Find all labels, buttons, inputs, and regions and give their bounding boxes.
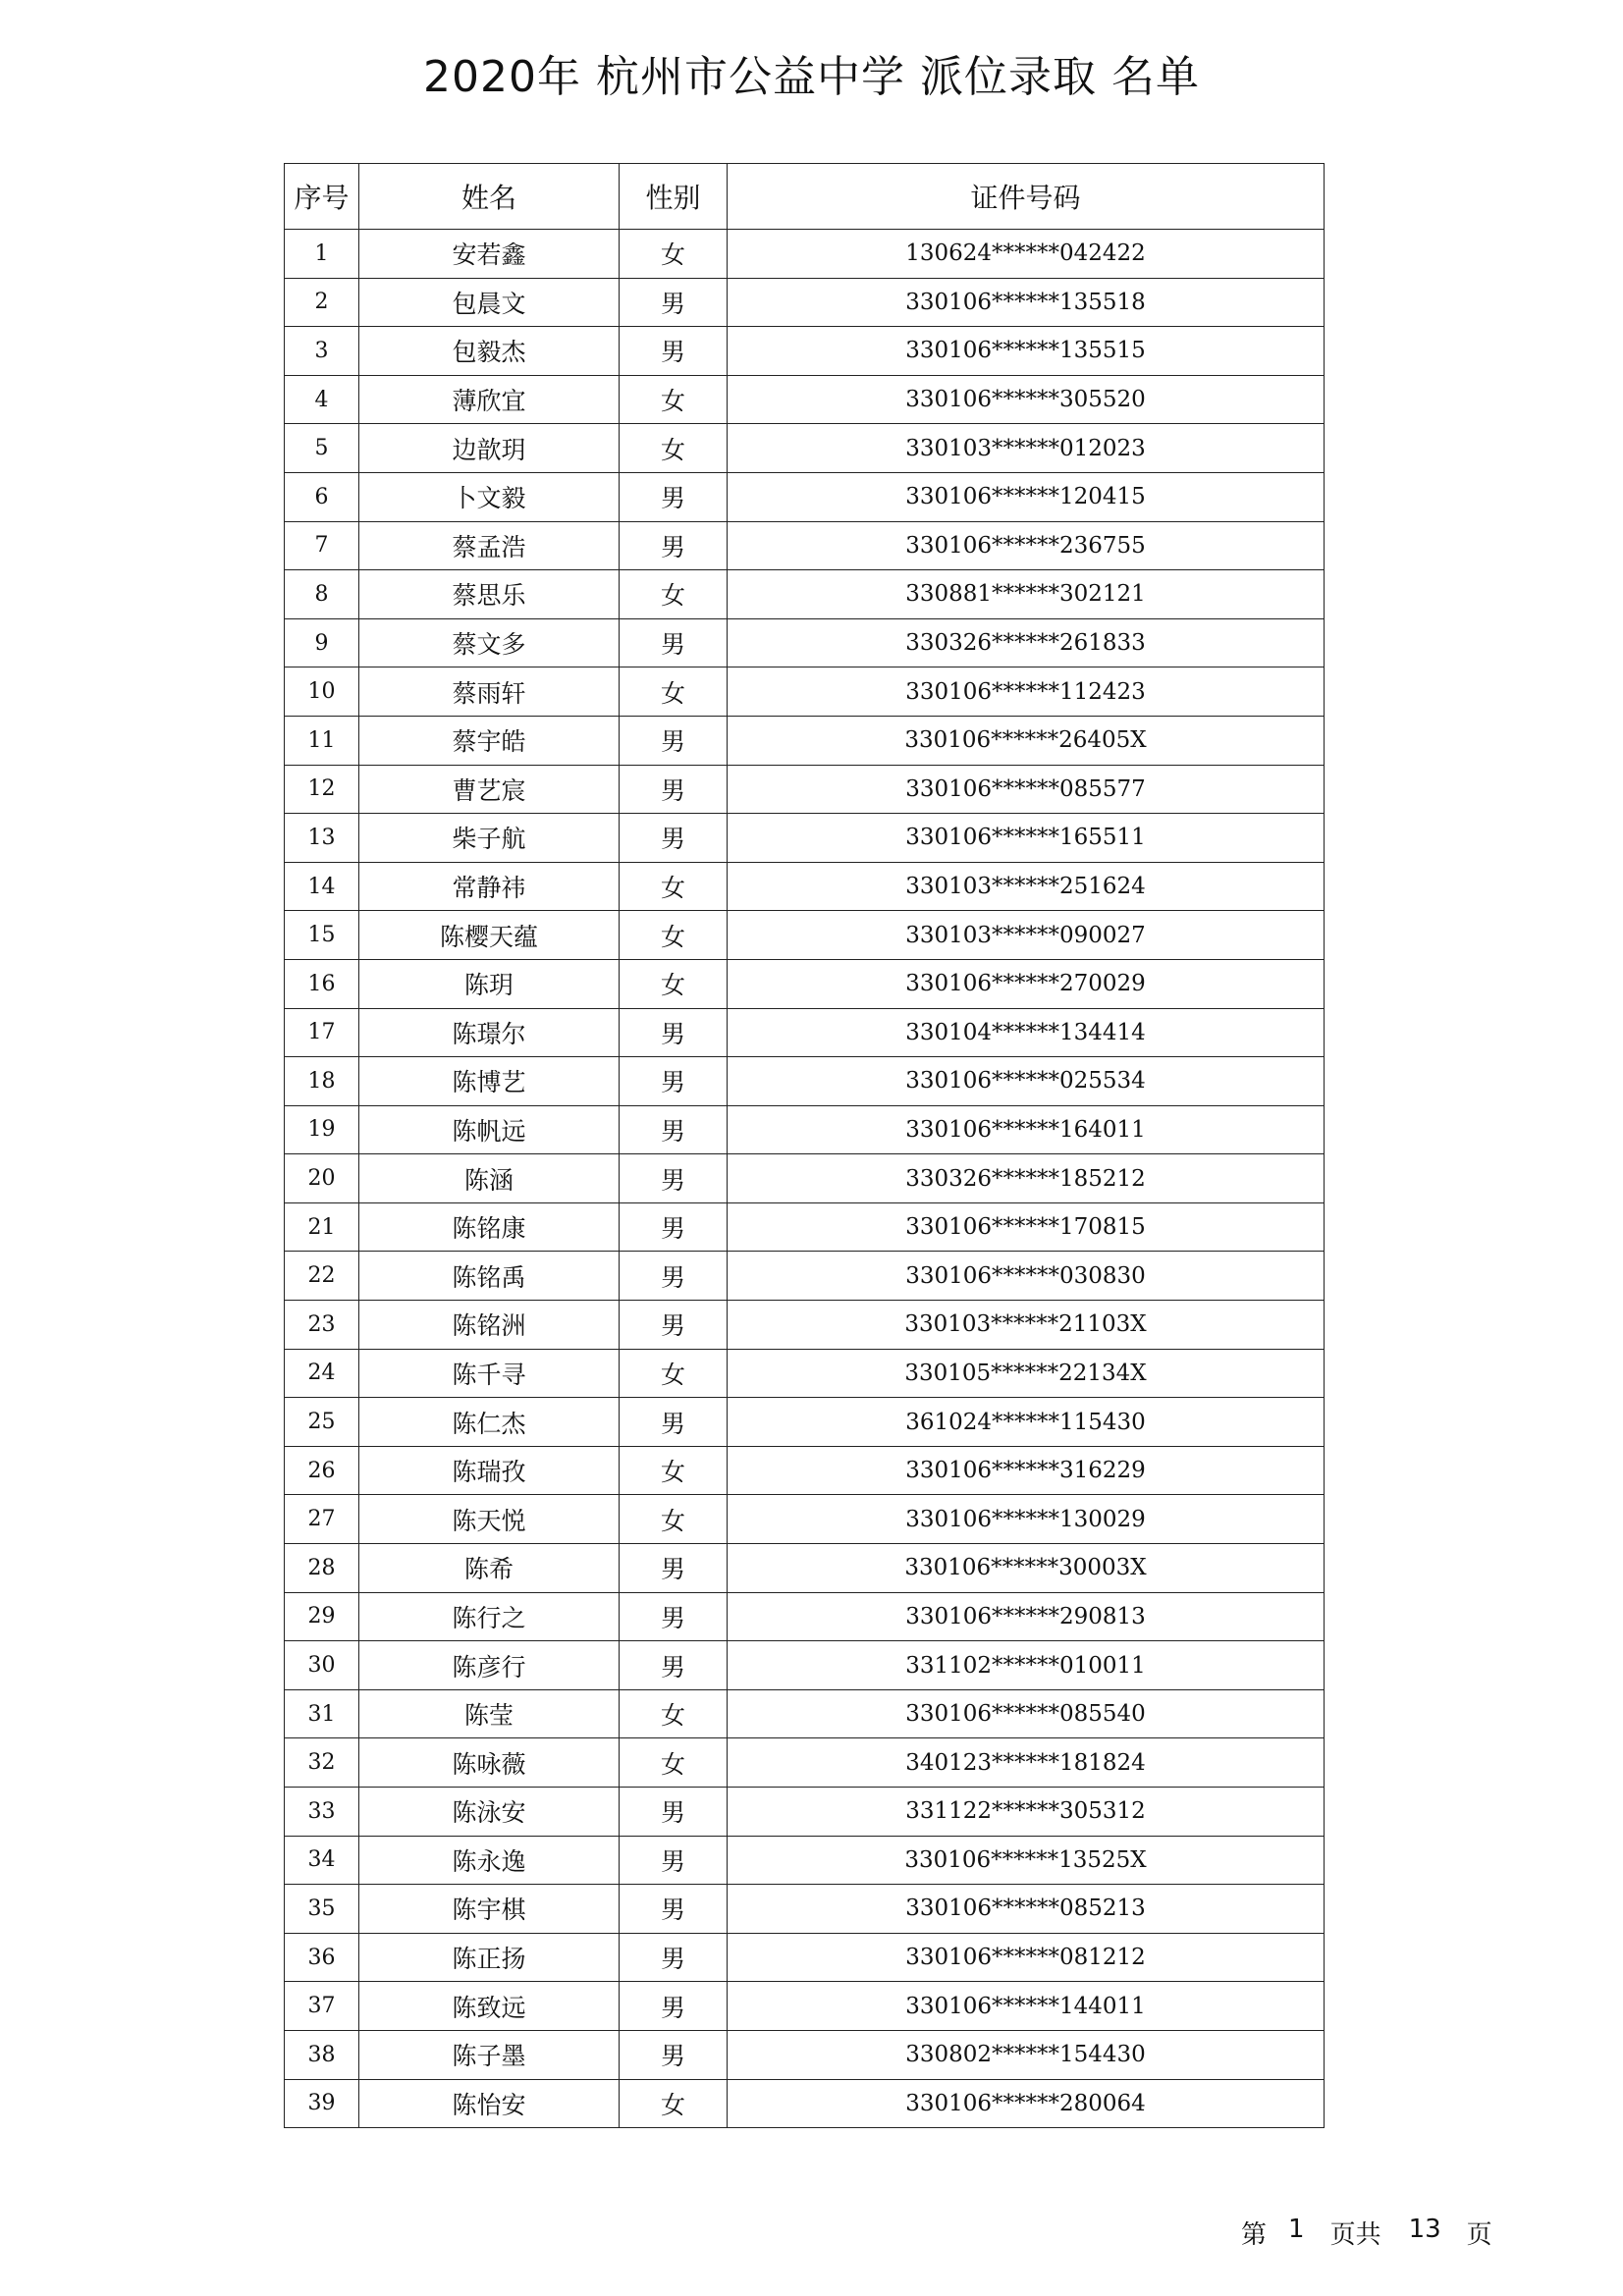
gender-cell: 男 (620, 1154, 728, 1203)
table-row (285, 1641, 1325, 1690)
table-row (285, 521, 1325, 570)
gender-cell: 女 (620, 1349, 728, 1398)
serial-cell: 19 (285, 1105, 359, 1154)
name-cell: 蔡文多 (359, 618, 620, 667)
table-row (285, 1301, 1325, 1350)
table-row (285, 1933, 1325, 1982)
table-row (285, 765, 1325, 814)
id-number-cell: 330106******305520 (728, 375, 1325, 424)
serial-cell: 20 (285, 1154, 359, 1203)
name-cell: 边歆玥 (359, 424, 620, 473)
serial-cell: 1 (285, 230, 359, 279)
id-number-cell: 331102******010011 (728, 1641, 1325, 1690)
name-cell: 陈莹 (359, 1689, 620, 1738)
gender-cell: 男 (620, 618, 728, 667)
id-number-cell: 330106******144011 (728, 1982, 1325, 2031)
name-cell: 陈仁杰 (359, 1398, 620, 1447)
name-cell: 陈涵 (359, 1154, 620, 1203)
table-row (285, 1446, 1325, 1495)
id-number-cell: 330105******22134X (728, 1349, 1325, 1398)
name-cell: 陈瑞孜 (359, 1446, 620, 1495)
table-row (285, 230, 1325, 279)
gender-cell: 男 (620, 1398, 728, 1447)
id-number-cell: 330106******13525X (728, 1836, 1325, 1885)
gender-cell: 女 (620, 959, 728, 1008)
gender-cell: 男 (620, 1592, 728, 1641)
name-cell: 常静祎 (359, 862, 620, 911)
name-cell: 曹艺宸 (359, 765, 620, 814)
serial-cell: 34 (285, 1836, 359, 1885)
gender-cell: 女 (620, 1495, 728, 1544)
serial-cell: 17 (285, 1008, 359, 1057)
gender-cell: 女 (620, 911, 728, 960)
gender-cell: 男 (620, 278, 728, 327)
name-cell: 陈帆远 (359, 1105, 620, 1154)
table-row (285, 1349, 1325, 1398)
gender-cell: 男 (620, 521, 728, 570)
name-cell: 包晨文 (359, 278, 620, 327)
header-gender: 性别 (620, 164, 728, 230)
table-row (285, 278, 1325, 327)
name-cell: 陈博艺 (359, 1057, 620, 1106)
serial-cell: 29 (285, 1592, 359, 1641)
serial-cell: 33 (285, 1788, 359, 1837)
document-title: 2020年 杭州市公益中学 派位录取 名单 (423, 52, 1200, 102)
id-number-cell: 330104******134414 (728, 1008, 1325, 1057)
serial-cell: 39 (285, 2079, 359, 2128)
id-number-cell: 330106******316229 (728, 1446, 1325, 1495)
table-row (285, 1008, 1325, 1057)
name-cell: 陈千寻 (359, 1349, 620, 1398)
table-header (285, 164, 1325, 230)
table-row (285, 716, 1325, 765)
name-cell: 薄欣宜 (359, 375, 620, 424)
id-number-cell: 330103******090027 (728, 911, 1325, 960)
id-number-cell: 330802******154430 (728, 2030, 1325, 2079)
id-number-cell: 330106******120415 (728, 472, 1325, 521)
name-cell: 蔡雨轩 (359, 667, 620, 717)
gender-cell: 男 (620, 1202, 728, 1252)
serial-cell: 4 (285, 375, 359, 424)
id-number-cell: 330106******236755 (728, 521, 1325, 570)
table-row (285, 2030, 1325, 2079)
id-number-cell: 330106******290813 (728, 1592, 1325, 1641)
gender-cell: 男 (620, 472, 728, 521)
table-row (285, 1689, 1325, 1738)
id-number-cell: 330106******112423 (728, 667, 1325, 717)
name-cell: 陈正扬 (359, 1933, 620, 1982)
name-cell: 蔡宇皓 (359, 716, 620, 765)
name-cell: 陈行之 (359, 1592, 620, 1641)
id-number-cell: 330103******012023 (728, 424, 1325, 473)
id-number-cell: 330106******270029 (728, 959, 1325, 1008)
gender-cell: 男 (620, 1008, 728, 1057)
name-cell: 陈铭洲 (359, 1301, 620, 1350)
gender-cell: 男 (620, 814, 728, 863)
table-body (285, 230, 1325, 2128)
gender-cell: 男 (620, 2030, 728, 2079)
name-cell: 陈璟尔 (359, 1008, 620, 1057)
serial-cell: 8 (285, 570, 359, 619)
name-cell: 蔡孟浩 (359, 521, 620, 570)
serial-cell: 27 (285, 1495, 359, 1544)
id-number-cell: 361024******115430 (728, 1398, 1325, 1447)
id-number-cell: 330106******081212 (728, 1933, 1325, 1982)
id-number-cell: 330103******251624 (728, 862, 1325, 911)
table-row (285, 667, 1325, 717)
gender-cell: 男 (620, 1641, 728, 1690)
serial-cell: 25 (285, 1398, 359, 1447)
gender-cell: 女 (620, 375, 728, 424)
table-row (285, 424, 1325, 473)
gender-cell: 男 (620, 1252, 728, 1301)
table-row (285, 814, 1325, 863)
id-number-cell: 340123******181824 (728, 1738, 1325, 1788)
name-cell: 陈子墨 (359, 2030, 620, 2079)
serial-cell: 16 (285, 959, 359, 1008)
serial-cell: 38 (285, 2030, 359, 2079)
table-row (285, 1544, 1325, 1593)
serial-cell: 3 (285, 327, 359, 376)
page-prefix: 第 (1241, 2220, 1268, 2250)
id-number-cell: 330326******185212 (728, 1154, 1325, 1203)
name-cell: 陈怡安 (359, 2079, 620, 2128)
gender-cell: 男 (620, 1057, 728, 1106)
id-number-cell: 331122******305312 (728, 1788, 1325, 1837)
serial-cell: 30 (285, 1641, 359, 1690)
id-number-cell: 330106******280064 (728, 2079, 1325, 2128)
gender-cell: 男 (620, 1301, 728, 1350)
gender-cell: 女 (620, 1738, 728, 1788)
header-id-number: 证件号码 (728, 164, 1325, 230)
table-row (285, 911, 1325, 960)
gender-cell: 男 (620, 1933, 728, 1982)
serial-cell: 7 (285, 521, 359, 570)
table-row (285, 1592, 1325, 1641)
page-middle: 页共 (1329, 2220, 1381, 2250)
page-suffix: 页 (1466, 2220, 1492, 2250)
gender-cell: 女 (620, 230, 728, 279)
name-cell: 陈致远 (359, 1982, 620, 2031)
id-number-cell: 330106******085540 (728, 1689, 1325, 1738)
serial-cell: 5 (285, 424, 359, 473)
gender-cell: 女 (620, 862, 728, 911)
serial-cell: 21 (285, 1202, 359, 1252)
serial-cell: 36 (285, 1933, 359, 1982)
serial-cell: 23 (285, 1301, 359, 1350)
id-number-cell: 330106******170815 (728, 1202, 1325, 1252)
name-cell: 陈泳安 (359, 1788, 620, 1837)
page-number: 1 (1288, 2215, 1305, 2244)
id-number-cell: 330106******30003X (728, 1544, 1325, 1593)
header-serial: 序号 (285, 164, 359, 230)
id-number-cell: 330106******26405X (728, 716, 1325, 765)
serial-cell: 22 (285, 1252, 359, 1301)
table-row (285, 959, 1325, 1008)
gender-cell: 男 (620, 327, 728, 376)
table-row (285, 1154, 1325, 1203)
table-row (285, 570, 1325, 619)
serial-cell: 18 (285, 1057, 359, 1106)
name-cell: 蔡思乐 (359, 570, 620, 619)
name-cell: 陈希 (359, 1544, 620, 1593)
admission-table (284, 163, 1325, 2128)
id-number-cell: 330326******261833 (728, 618, 1325, 667)
name-cell: 陈咏薇 (359, 1738, 620, 1788)
gender-cell: 女 (620, 667, 728, 717)
id-number-cell: 330106******130029 (728, 1495, 1325, 1544)
table-row (285, 1836, 1325, 1885)
serial-cell: 37 (285, 1982, 359, 2031)
id-number-cell: 330106******164011 (728, 1105, 1325, 1154)
name-cell: 卜文毅 (359, 472, 620, 521)
table-row (285, 1495, 1325, 1544)
table-row (285, 862, 1325, 911)
table-row (285, 1982, 1325, 2031)
serial-cell: 14 (285, 862, 359, 911)
table-row (285, 1252, 1325, 1301)
serial-cell: 15 (285, 911, 359, 960)
serial-cell: 32 (285, 1738, 359, 1788)
name-cell: 安若鑫 (359, 230, 620, 279)
id-number-cell: 330106******135515 (728, 327, 1325, 376)
id-number-cell: 330103******21103X (728, 1301, 1325, 1350)
table-row (285, 375, 1325, 424)
serial-cell: 35 (285, 1885, 359, 1934)
id-number-cell: 330106******165511 (728, 814, 1325, 863)
table-row (285, 472, 1325, 521)
serial-cell: 28 (285, 1544, 359, 1593)
name-cell: 陈铭康 (359, 1202, 620, 1252)
name-cell: 陈彦行 (359, 1641, 620, 1690)
serial-cell: 12 (285, 765, 359, 814)
gender-cell: 男 (620, 765, 728, 814)
serial-cell: 2 (285, 278, 359, 327)
serial-cell: 13 (285, 814, 359, 863)
table-row (285, 1057, 1325, 1106)
gender-cell: 女 (620, 1689, 728, 1738)
gender-cell: 男 (620, 1105, 728, 1154)
table-row (285, 327, 1325, 376)
gender-cell: 男 (620, 1788, 728, 1837)
table-row (285, 1398, 1325, 1447)
gender-cell: 女 (620, 2079, 728, 2128)
gender-cell: 男 (620, 1982, 728, 2031)
name-cell: 陈永逸 (359, 1836, 620, 1885)
serial-cell: 26 (285, 1446, 359, 1495)
id-number-cell: 330106******030830 (728, 1252, 1325, 1301)
id-number-cell: 330106******135518 (728, 278, 1325, 327)
name-cell: 陈天悦 (359, 1495, 620, 1544)
id-number-cell: 330106******025534 (728, 1057, 1325, 1106)
id-number-cell: 330881******302121 (728, 570, 1325, 619)
gender-cell: 女 (620, 1446, 728, 1495)
name-cell: 包毅杰 (359, 327, 620, 376)
table-row (285, 1202, 1325, 1252)
table-row (285, 1788, 1325, 1837)
table-row (285, 618, 1325, 667)
id-number-cell: 130624******042422 (728, 230, 1325, 279)
gender-cell: 男 (620, 1544, 728, 1593)
gender-cell: 女 (620, 424, 728, 473)
header-name: 姓名 (359, 164, 620, 230)
serial-cell: 31 (285, 1689, 359, 1738)
table-row (285, 1105, 1325, 1154)
id-number-cell: 330106******085577 (728, 765, 1325, 814)
gender-cell: 男 (620, 716, 728, 765)
header-row (285, 164, 1325, 230)
gender-cell: 男 (620, 1885, 728, 1934)
serial-cell: 6 (285, 472, 359, 521)
table-row (285, 1885, 1325, 1934)
table-row (285, 2079, 1325, 2128)
page-total: 13 (1408, 2215, 1441, 2244)
table-row (285, 1738, 1325, 1788)
id-number-cell: 330106******085213 (728, 1885, 1325, 1934)
page-footer (1241, 2215, 1492, 2251)
gender-cell: 男 (620, 1836, 728, 1885)
name-cell: 陈玥 (359, 959, 620, 1008)
serial-cell: 9 (285, 618, 359, 667)
serial-cell: 10 (285, 667, 359, 717)
name-cell: 柴子航 (359, 814, 620, 863)
serial-cell: 11 (285, 716, 359, 765)
gender-cell: 女 (620, 570, 728, 619)
name-cell: 陈樱天蕴 (359, 911, 620, 960)
name-cell: 陈宇棋 (359, 1885, 620, 1934)
name-cell: 陈铭禹 (359, 1252, 620, 1301)
serial-cell: 24 (285, 1349, 359, 1398)
